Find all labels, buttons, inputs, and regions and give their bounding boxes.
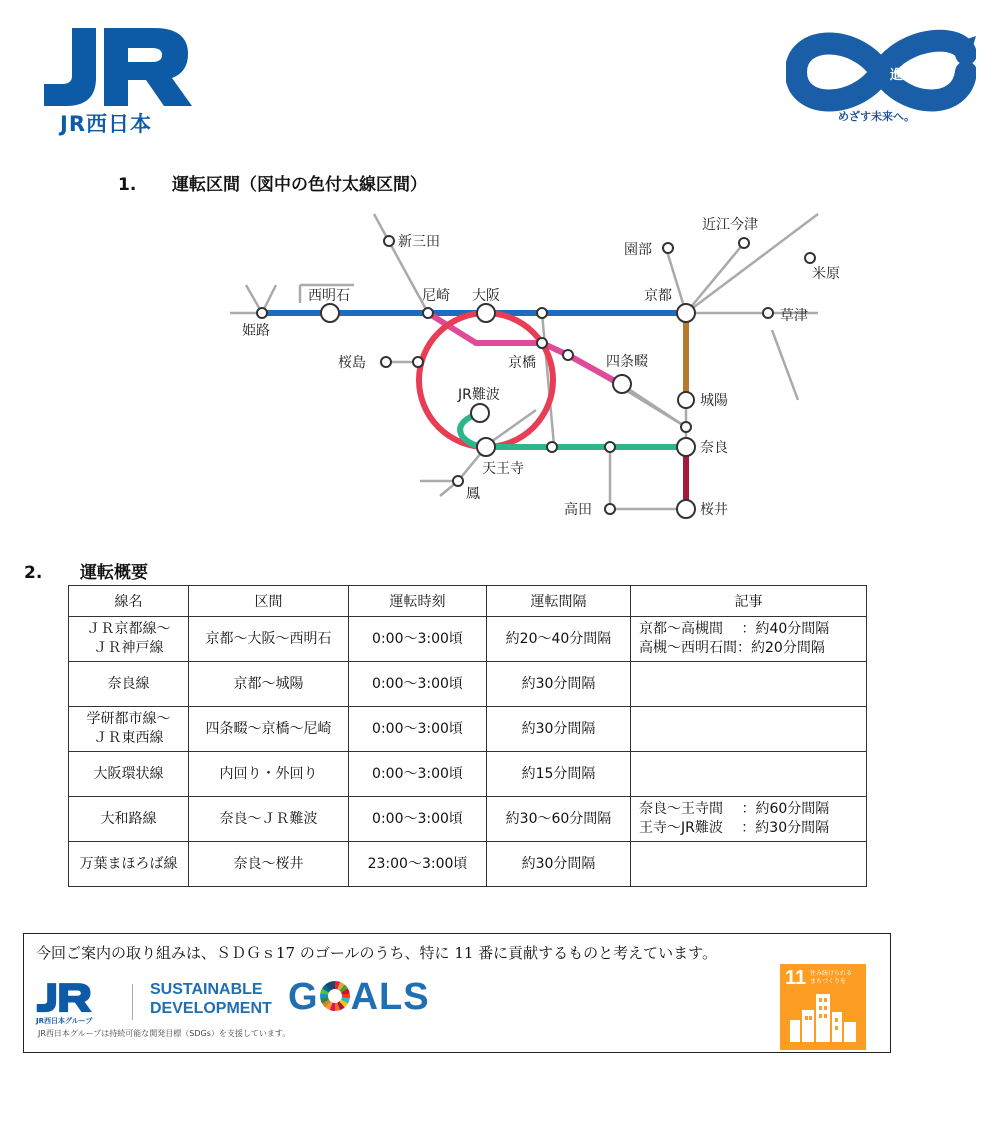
cell-section: 京都～大阪～西明石 xyxy=(189,617,349,662)
cell-time: 0:00～3:00頃 xyxy=(349,617,487,662)
station-marker-maibara xyxy=(805,253,815,263)
cell-time: 0:00～3:00頃 xyxy=(349,707,487,752)
label-nishiakashi: 西明石 xyxy=(308,288,350,304)
cell-section: 四条畷～京橋～尼崎 xyxy=(189,707,349,752)
cell-line: 学研都市線～ ＪＲ東西線 xyxy=(69,707,189,752)
section-2-number: 2. xyxy=(24,563,43,583)
cell-notes: 奈良～王寺間 ：約60分間隔 王寺～JR難波 ：約30分間隔 xyxy=(631,797,867,842)
sdgs-support-text: JR西日本グループは持続可能な開発目標（SDGs）を支援しています。 xyxy=(38,1029,291,1038)
header-notes: 記事 xyxy=(631,586,867,617)
label-kyoto: 京都 xyxy=(644,288,672,304)
station-marker-tennoji xyxy=(477,438,495,456)
station-marker-kusatsu xyxy=(763,308,773,318)
logo-divider xyxy=(132,984,133,1020)
section-1-number: 1. xyxy=(118,175,137,195)
label-joyo: 城陽 xyxy=(700,393,728,409)
station-marker-amagasaki xyxy=(423,308,433,318)
slogan-right: 進化で xyxy=(890,68,930,83)
table-row xyxy=(69,797,867,842)
goal-11-text: 住み続けられる まちづくりを xyxy=(810,970,853,985)
cell-interval: 約30分間隔 xyxy=(487,662,631,707)
station-marker-sakurai xyxy=(677,500,695,518)
sustainable-development-text xyxy=(150,980,272,1018)
header-section: 区間 xyxy=(189,586,349,617)
station-marker-himeji xyxy=(257,308,267,318)
cell-line: ＪＲ京都線～ ＪＲ神戸線 xyxy=(69,617,189,662)
cell-notes: 京都～高槻間 ：約40分間隔 高槻～西明石間：約20分間隔 xyxy=(631,617,867,662)
cell-time: 0:00～3:00頃 xyxy=(349,662,487,707)
station-marker-otori xyxy=(453,476,463,486)
cell-interval: 約20～40分間隔 xyxy=(487,617,631,662)
sdg-goal-11-badge xyxy=(780,964,866,1050)
station-marker-omiimazu xyxy=(739,238,749,248)
operation-overview-table xyxy=(68,585,867,887)
cell-section: 奈良～ＪＲ難波 xyxy=(189,797,349,842)
cell-section: 内回り・外回り xyxy=(189,752,349,797)
cell-time: 23:00～3:00頃 xyxy=(349,842,487,887)
jr-group-logo-icon xyxy=(36,982,92,1014)
route-map xyxy=(226,200,846,530)
section-2-title: 運転概要 xyxy=(80,563,148,583)
station-marker-tenma xyxy=(537,308,547,318)
label-osaka: 大阪 xyxy=(472,288,500,304)
label-himeji: 姫路 xyxy=(242,323,270,339)
station-marker-nishikujo xyxy=(413,357,423,367)
table-row xyxy=(69,752,867,797)
cell-section: 奈良～桜井 xyxy=(189,842,349,887)
line-osaka-loop xyxy=(419,313,553,447)
station-marker-osaka xyxy=(477,304,495,322)
table-row xyxy=(69,707,867,752)
table-row xyxy=(69,842,867,887)
cell-notes xyxy=(631,707,867,752)
label-amagasaki: 尼崎 xyxy=(422,288,450,304)
jr-group-name: JR西日本グループ xyxy=(36,1017,93,1025)
label-nara: 奈良 xyxy=(700,440,728,456)
header-time: 運転時刻 xyxy=(349,586,487,617)
development-word: DEVELOPMENT xyxy=(150,1000,272,1017)
cell-interval: 約15分間隔 xyxy=(487,752,631,797)
label-takada: 高田 xyxy=(564,502,592,518)
table-row xyxy=(69,617,867,662)
slogan-sub: めざす未来へ。 xyxy=(838,110,915,123)
station-marker-kyoto xyxy=(677,304,695,322)
label-maibara: 米原 xyxy=(812,266,840,282)
sdg-wheel-icon xyxy=(320,981,350,1011)
slogan-left: 継続と xyxy=(812,68,852,83)
station-marker-sonobe xyxy=(663,243,673,253)
cell-time: 0:00～3:00頃 xyxy=(349,797,487,842)
sdgs-info-box xyxy=(23,933,891,1053)
label-otori: 鳳 xyxy=(466,486,480,502)
goals-wordmark xyxy=(288,976,430,1019)
label-sakurai: 桜井 xyxy=(700,502,728,518)
label-kyobashi: 京橋 xyxy=(508,355,536,371)
cell-notes xyxy=(631,842,867,887)
cell-line: 奈良線 xyxy=(69,662,189,707)
label-sakurajima: 桜島 xyxy=(338,355,366,371)
station-marker-hanaten xyxy=(563,350,573,360)
station-marker-shinsanda xyxy=(384,236,394,246)
cell-notes xyxy=(631,662,867,707)
station-marker-jrnamba xyxy=(471,404,489,422)
station-marker-kizu xyxy=(681,422,691,432)
cell-section: 京都～城陽 xyxy=(189,662,349,707)
station-marker-joyo xyxy=(678,392,694,408)
header-interval: 運転間隔 xyxy=(487,586,631,617)
station-marker-kyuhoji xyxy=(547,442,557,452)
cell-notes xyxy=(631,752,867,797)
station-marker-takada xyxy=(605,504,615,514)
section-2-heading xyxy=(24,558,148,583)
cell-line: 大和路線 xyxy=(69,797,189,842)
label-shijonawate: 四条畷 xyxy=(606,354,648,370)
station-marker-shijonawate xyxy=(613,375,631,393)
jr-logo-mark-icon xyxy=(42,28,192,108)
label-tennoji: 天王寺 xyxy=(482,461,524,477)
label-jrnamba: JR難波 xyxy=(458,387,500,403)
section-1-heading xyxy=(118,170,427,195)
continuity-evolution-logo xyxy=(786,24,976,134)
route-map-diagram xyxy=(226,200,846,530)
station-marker-oji xyxy=(605,442,615,452)
label-omiimazu: 近江今津 xyxy=(702,217,758,233)
cell-line: 大阪環状線 xyxy=(69,752,189,797)
cell-interval: 約30分間隔 xyxy=(487,842,631,887)
city-buildings-icon xyxy=(780,964,866,1050)
label-sonobe: 園部 xyxy=(624,242,652,258)
station-marker-nara xyxy=(677,438,695,456)
jr-west-logo xyxy=(30,0,210,140)
goal-11-number: 11 xyxy=(785,967,807,989)
table-header-row xyxy=(69,586,867,617)
sustainable-word: SUSTAINABLE xyxy=(150,981,263,998)
label-kusatsu: 草津 xyxy=(780,308,808,324)
jr-west-name: JR西日本 xyxy=(60,112,152,136)
goals-rest: ALS xyxy=(350,976,430,1018)
station-marker-sakurajima xyxy=(381,357,391,367)
header-line-name: 線名 xyxy=(69,586,189,617)
label-shinsanda: 新三田 xyxy=(398,234,440,250)
goals-g: G xyxy=(288,976,319,1018)
station-marker-nishiakashi xyxy=(321,304,339,322)
section-1-title: 運転区間（図中の色付太線区間） xyxy=(172,175,427,195)
table-row xyxy=(69,662,867,707)
cell-interval: 約30分間隔 xyxy=(487,707,631,752)
sdgs-message: 今回ご案内の取り組みは、ＳＤＧｓ17 のゴールのうち、特に 11 番に貢献するものと考えています。 xyxy=(36,944,717,962)
station-marker-kyobashi xyxy=(537,338,547,348)
cell-line: 万葉まほろば線 xyxy=(69,842,189,887)
cell-time: 0:00～3:00頃 xyxy=(349,752,487,797)
cell-interval: 約30～60分間隔 xyxy=(487,797,631,842)
